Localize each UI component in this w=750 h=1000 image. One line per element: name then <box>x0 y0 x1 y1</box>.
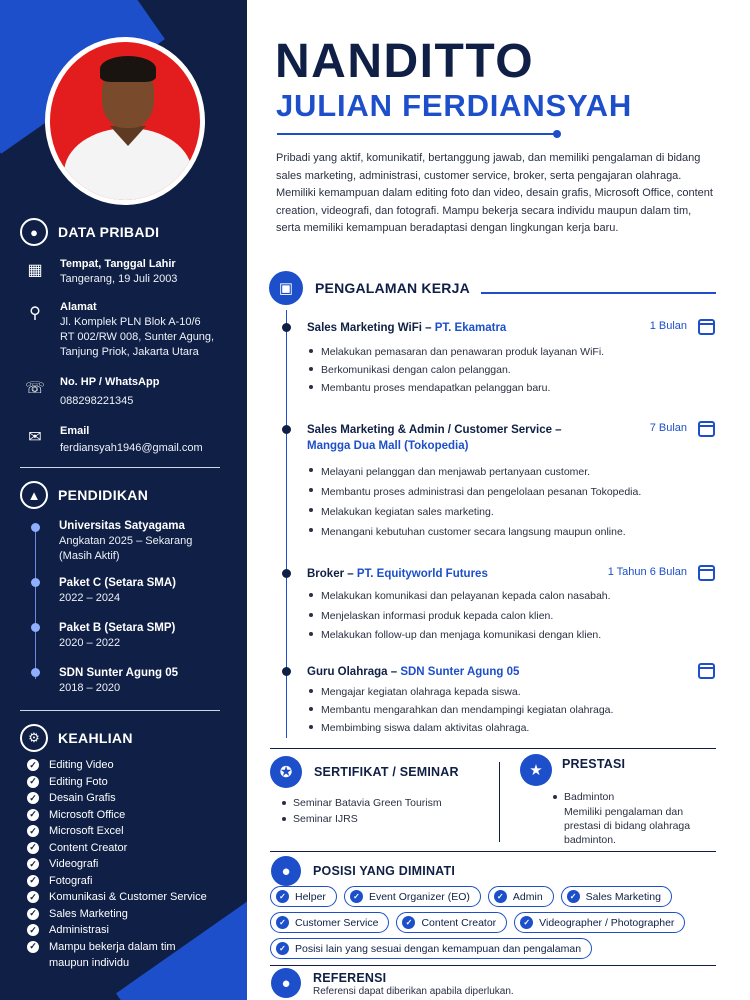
job-item <box>307 320 717 397</box>
skill-item: ✓ Sales Marketing <box>27 906 207 923</box>
section-divider <box>270 748 716 749</box>
birth-label: Tempat, Tanggal Lahir <box>60 258 176 270</box>
check-icon: ✓ <box>520 916 533 929</box>
position-pill: ✓ Posisi lain yang sesuai dengan kemampuan dan pengalaman <box>270 938 592 959</box>
timeline-dot <box>31 523 40 532</box>
profile-photo <box>45 37 205 205</box>
section-divider <box>270 965 716 966</box>
timeline-dot <box>31 623 40 632</box>
job-title: Sales Marketing & Admin / Customer Service – <box>307 424 562 436</box>
achievement-title: PRESTASI <box>562 757 626 771</box>
check-icon: ✓ <box>27 858 39 870</box>
address-line-2: RT 002/RW 008, Sunter Agung, <box>60 331 215 343</box>
check-icon: ✓ <box>27 825 39 837</box>
check-icon: ✓ <box>27 809 39 821</box>
skill-item: ✓ Videografi <box>27 856 207 873</box>
job-duration: 1 Bulan <box>649 320 687 332</box>
achievement-section-header <box>520 754 625 786</box>
check-icon: ✓ <box>27 941 39 953</box>
achievement-list <box>552 789 712 847</box>
column-divider <box>499 762 500 842</box>
calendar-icon <box>698 421 715 437</box>
job-bullets: Melayani pelanggan dan menjawab pertanyaan customer. Membantu proses administrasi dan pengelolaan pesanan Tokopedia. Melakukan kegiatan sales marketing. Menangani kebutuhan customer secara langsung maupun online. <box>307 462 717 542</box>
reference-text: Referensi dapat diberikan apabila diperlukan. <box>313 986 514 997</box>
job-company: Mangga Dua Mall (Tokopedia) <box>307 440 469 452</box>
email-icon: ✉ <box>28 429 42 446</box>
skill-item-continued: maupun individu <box>49 957 130 969</box>
graduation-cap-icon: ▲ <box>20 481 48 509</box>
calendar-icon: ▦ <box>27 262 43 279</box>
experience-header-line <box>481 292 716 294</box>
job-duration: 1 Tahun 6 Bulan <box>607 566 687 578</box>
skill-item: ✓ Editing Foto <box>27 774 207 791</box>
gear-icon: ⚙ <box>20 724 48 752</box>
check-icon: ✓ <box>27 792 39 804</box>
positions-section-header <box>271 856 455 886</box>
education-item: Paket B (Setara SMP) 2020 – 2022 <box>59 622 176 649</box>
positions-list <box>270 886 720 959</box>
certificate-title: SERTIFIKAT / SEMINAR <box>314 765 459 779</box>
job-item <box>307 664 717 737</box>
check-icon: ✓ <box>276 942 289 955</box>
education-section-header <box>20 481 148 509</box>
job-bullets: Mengajar kegiatan olahraga kepada siswa. Membantu mengarahkan dan mendampingi kegiatan olahraga. Membimbing siswa dalam aktivitas olahraga. <box>307 683 717 737</box>
profile-summary: Pribadi yang aktif, komunikatif, bertanggung jawab, dan memiliki pengalaman di bidang sales marketing, administrasi, customer service, broker, serta pengajaran olahraga. Memiliki kemampuan dalam editing foto dan video, desain grafis, Microsoft Office, content creation, videografi, dan fotografi. Mampu bekerja secara individu maupun dalam tim, serta memiliki kemampuan beradaptasi dengan lingkungan kerja baru. <box>276 152 713 234</box>
job-title: Sales Marketing WiFi – PT. Ekamatra <box>307 322 507 334</box>
education-item: Paket C (Setara SMA) 2022 – 2024 <box>59 577 176 604</box>
skill-item: ✓ Content Creator <box>27 840 207 857</box>
phone-value: 088298221345 <box>60 395 134 407</box>
birth-value: Tangerang, 19 Juli 2003 <box>60 273 178 285</box>
job-bullets: Melakukan komunikasi dan pelayanan kepada calon nasabah. Menjelaskan informasi produk kepada calon klien. Melakukan follow-up dan menjaga komunikasi dengan klien. <box>307 587 717 646</box>
skill-item: ✓ Microsoft Office <box>27 807 207 824</box>
timeline-dot <box>31 668 40 677</box>
check-icon: ✓ <box>27 924 39 936</box>
job-duration: 7 Bulan <box>649 422 687 434</box>
timeline-dot <box>282 323 291 332</box>
skills-list <box>27 757 207 972</box>
skill-item: ✓ Editing Video <box>27 757 207 774</box>
check-icon: ✓ <box>27 891 39 903</box>
check-icon: ✓ <box>27 908 39 920</box>
skill-item: ✓ Mampu bekerja dalam tim <box>27 939 207 956</box>
job-title: Broker – PT. Equityworld Futures <box>307 568 488 580</box>
experience-title: PENGALAMAN KERJA <box>315 280 470 296</box>
certificate-list: Seminar Batavia Green Tourism Seminar IJRS <box>281 795 442 827</box>
calendar-icon <box>698 565 715 581</box>
calendar-icon <box>698 663 715 679</box>
job-bullets: Melakukan pemasaran dan penawaran produk layanan WiFi. Berkomunikasi dengan calon pelanggan. Membantu proses mendapatkan pelanggan baru. <box>307 343 717 397</box>
people-icon: ● <box>271 968 301 998</box>
check-icon: ✓ <box>27 842 39 854</box>
positions-title: POSISI YANG DIMINATI <box>313 864 455 878</box>
timeline-dot <box>282 667 291 676</box>
position-pill: ✓ Content Creator <box>396 912 507 933</box>
briefcase-icon: ▣ <box>269 271 303 305</box>
check-icon: ✓ <box>27 875 39 887</box>
person-icon: ● <box>271 856 301 886</box>
skills-title: KEAHLIAN <box>58 730 133 746</box>
position-pill: ✓ Helper <box>270 886 337 907</box>
check-icon: ✓ <box>276 916 289 929</box>
medal-icon: ✪ <box>270 756 302 788</box>
position-pill: ✓ Videographer / Photographer <box>514 912 685 933</box>
first-name: NANDITTO <box>275 35 535 88</box>
sidebar-divider <box>20 710 220 711</box>
calendar-icon <box>698 319 715 335</box>
address-line-1: Jl. Komplek PLN Blok A-10/6 <box>60 316 201 328</box>
section-divider <box>270 851 716 852</box>
skill-item: ✓ Fotografi <box>27 873 207 890</box>
position-pill: ✓ Event Organizer (EO) <box>344 886 481 907</box>
education-title: PENDIDIKAN <box>58 487 149 503</box>
skills-section-header <box>20 724 133 752</box>
reference-title: REFERENSI <box>313 971 387 985</box>
address-item <box>24 300 214 360</box>
position-pill: ✓ Admin <box>488 886 554 907</box>
achievement-name: Badminton <box>564 791 615 803</box>
skill-item: ✓ Microsoft Excel <box>27 823 207 840</box>
phone-label: No. HP / WhatsApp <box>60 376 160 388</box>
personal-section-header <box>20 218 159 246</box>
whatsapp-icon: ☏ <box>24 380 45 397</box>
location-pin-icon: ⚲ <box>29 305 41 322</box>
certificate-section-header <box>270 756 459 788</box>
sidebar-divider <box>20 467 220 468</box>
check-icon: ✓ <box>402 916 415 929</box>
skill-item: ✓ Administrasi <box>27 922 207 939</box>
trophy-icon: ★ <box>520 754 552 786</box>
address-line-3: Tanjung Priok, Jakarta Utara <box>60 346 199 358</box>
job-title: Guru Olahraga – SDN Sunter Agung 05 <box>307 666 520 678</box>
email-value: ferdiansyah1946@gmail.com <box>60 442 203 454</box>
timeline-dot <box>282 569 291 578</box>
education-timeline <box>35 524 36 679</box>
phone-item <box>24 375 159 409</box>
check-icon: ✓ <box>494 890 507 903</box>
achievement-desc: Memiliki pengalaman dan prestasi di bidang olahraga badminton. <box>564 806 691 846</box>
birth-item <box>24 257 177 287</box>
name-underline <box>277 133 557 135</box>
education-item: Universitas Satyagama Angkatan 2025 – Sekarang (Masih Aktif) <box>59 520 193 562</box>
sidebar <box>0 0 247 1000</box>
skill-item: ✓ Komunikasi & Customer Service <box>27 889 207 906</box>
position-pill: ✓ Customer Service <box>270 912 389 933</box>
check-icon: ✓ <box>27 759 39 771</box>
email-item <box>24 424 203 456</box>
job-item <box>307 422 717 542</box>
education-item: SDN Sunter Agung 05 2018 – 2020 <box>59 667 179 694</box>
address-label: Alamat <box>60 301 97 313</box>
check-icon: ✓ <box>567 890 580 903</box>
check-icon: ✓ <box>276 890 289 903</box>
email-label: Email <box>60 425 90 437</box>
timeline-dot <box>282 425 291 434</box>
experience-section-header <box>269 271 470 305</box>
position-pill: ✓ Sales Marketing <box>561 886 672 907</box>
check-icon: ✓ <box>350 890 363 903</box>
personal-title: DATA PRIBADI <box>58 224 160 240</box>
check-icon: ✓ <box>27 776 39 788</box>
timeline-dot <box>31 578 40 587</box>
last-name: JULIAN FERDIANSYAH <box>276 88 633 123</box>
job-item <box>307 566 717 646</box>
name-underline-dot <box>553 130 561 138</box>
skill-item: ✓ Desain Grafis <box>27 790 207 807</box>
user-icon: ● <box>20 218 48 246</box>
